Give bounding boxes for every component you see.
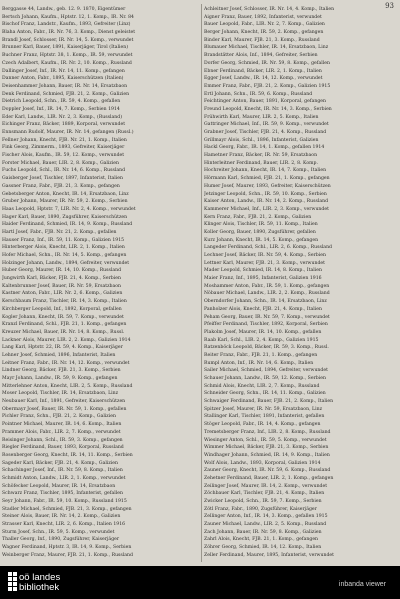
directory-entry: Grabner Josef, Tischler, FJB. 21, 4. Komp., Russland [204, 130, 327, 135]
directory-entry: Lindner Georg, Bäcker, FJB. 21, 3. Komp., Serbien [2, 368, 121, 374]
directory-entry: Kastner Anton, Fabr., LIR. Nr. 2, 6. Komp., Galizien [2, 291, 123, 297]
directory-entry: Hauser Franz, Inf., IR. 59, 11. Komp., Galizien 1915 [2, 237, 125, 243]
directory-entry: Fellner Johann, Knecht, FJB. Nr. 21, 1. Komp., Italien [2, 137, 127, 143]
directory-entry: Brandl Josef, Schlosser, IR. Nr. 14, 5. Komp., verwundet [2, 37, 134, 43]
directory-entry: Schwarz Franz, Tischler, 1895, Infanterist, gefallen [2, 491, 123, 497]
directory-entry: Zeller Ferdinand, Maurer, 1895, Infanterist, verwundet [204, 552, 335, 558]
directory-entry: Kirchberger Leopold, Inf., 1892, Korporal, gefallen [2, 306, 122, 312]
directory-entry: Blaha Anton, Fabr., IR. Nr. 76, 3. Komp., Dienst geleistet [2, 30, 136, 36]
directory-entry: Rumpl Anton, Inf., IR. Nr. 14, 6. Komp., Italien [204, 360, 314, 366]
directory-entry: Wiesinger Anton, Schl., IR. 59, 5. Komp., verwundet [204, 437, 327, 443]
directory-entry: Schachinger Josef, Inf., IR. Nr. 59, 8. Komp., Italien [2, 468, 123, 474]
directory-entry: Langeder Ferdinand, Schl., LIR. 2, 6. Komp., Russland [204, 245, 333, 251]
directory-entry: Hörmann Karl, Schmied, FJB. 21, 1. Komp., gefangen [204, 176, 330, 182]
directory-entry: Forster Michael, Bauer, LIR. 2, 8. Komp., Galizien [2, 160, 120, 166]
right-column [204, 6, 398, 562]
left-column [2, 6, 196, 562]
directory-entry: Kerschbaum Franz, Tischler, IR. 14, 3. Komp., Italien [2, 299, 127, 305]
page-number: 93 [385, 2, 394, 10]
directory-entry: Stallinger Karl, Tischler, 1891, Infanterist, gefallen [204, 414, 325, 420]
directory-entry: Strasser Karl, Knecht, LIR. 2, 6. Komp., Italien 1916 [2, 522, 126, 528]
directory-entry: Hochreiter Johann, Knecht, IR. 14, 7. Komp., Italien [204, 168, 327, 174]
directory-entry: Schauer Johann, Landw., IR. 59, 12. Komp., Serbien [204, 376, 326, 381]
directory-entry: Danner Anton, Fabr., 1895, Kaiserschützen (Italien) [2, 76, 124, 82]
directory-entry: Dallinger Josef, Inf., IR. Nr. 14, 11. Komp., gefangen [2, 68, 125, 74]
directory-entry: Frühwirth Karl, Maurer, LIR. 2, 5. Komp., Italien [204, 114, 319, 120]
directory-entry: Wimmer Michael, Bäcker, FJB. 21, 3. Komp., Serbien [204, 445, 329, 451]
directory-entry: Kogler Johann, Knecht, IR. 59, 7. Komp., verwundet [2, 314, 124, 320]
directory-entry: Obermayr Josef, Bauer, IR. Nr. 59, 1. Komp., gefallen [2, 406, 127, 412]
directory-entry: Kurz Johann, Knecht, IR. 14, 5. Komp., gefangen [204, 237, 319, 243]
directory-entry: Hofer Michael, Schn., IR. Nr. 14, 5. Komp., gefangen [2, 253, 127, 258]
directory-entry: Brunner Karl, Bauer, 1891, Kaiserjäger, Tirol (Italien) [2, 45, 129, 51]
directory-entry: Gassner Franz, Fabr., FJB. 21, 3. Komp., gefangen [2, 183, 120, 189]
directory-entry: Peham Georg, Bauer, IR. Nr. 59, 7. Komp., verwundet [204, 314, 330, 320]
column-divider [201, 4, 202, 562]
directory-entry: Zahrl Alois, Knecht, FJB. 21, 1. Komp., gefangen [204, 537, 319, 543]
logo-line-2 [8, 582, 98, 592]
directory-entry: Sageder Karl, Bäcker, FJB. 21, 4. Komp., Galizien [2, 460, 118, 466]
directory-entry: Bertsch Johann, Kaufm., Hptstr. 12, 1. Komp., IR. Nr. 84 [2, 14, 134, 20]
directory-entry: Hartl Josef, Fabr., FJB. Nr. 21, 2. Komp., gefallen [2, 229, 117, 235]
directory-entry: Seyr Johann, Fabr., IR. 59, 10. Komp., Russland 1915 [2, 499, 127, 504]
directory-entry: Stöger Leopold, Fabr., IR. 14, 4. Komp., gefangen [204, 422, 321, 428]
directory-entry: Prammer Alois, Fabr., LIR. 2, 7. Komp., verwundet [2, 429, 121, 435]
directory-entry: Egger Josef, Landw., IR. 14, 12. Komp., verwundet [204, 76, 323, 82]
directory-entry: Deisenhammer Johann, Bauer, IR. Nr. 14, Ersatzbaon [2, 83, 128, 89]
directory-entry: Rosenberger Georg, Knecht, IR. 14, 11. Komp., Serbien [2, 452, 133, 458]
directory-entry: Moser Leopold, Tischler, IR. 14, Ersatzbaon, Linz [2, 391, 119, 397]
directory-entry: Dorfer Georg, Schmied, IR. Nr. 59, 8. Komp., gefallen [204, 60, 330, 66]
directory-entry: Lechner Josef, Bäcker, IR. Nr. 59, 4. Komp., Serbien [204, 253, 326, 258]
directory-entry: Hager Karl, Bauer, 1890, Zugsführer, Kaiserschützen [2, 214, 128, 220]
directory-entry: Zauner Michael, Landw., LIR. 2, 5. Komp., Russland [204, 522, 327, 528]
logo-line-1 [8, 572, 98, 582]
directory-entry: Kern Franz, Fabr., FJB. 21, 2. Komp., Galizien [204, 214, 312, 220]
directory-entry: Zöhrer Georg, Schmied, IR. 14, 12. Komp., Italien [204, 545, 322, 551]
directory-entry: Hinterleitner Ferdinand, Bauer, LIR. 2, 8. Komp. [204, 160, 318, 166]
directory-entry: Grillmayr Alois, Schl., 1896, Infanterist, Galizien [204, 137, 319, 143]
viewer-label: inbanda viewer [338, 581, 386, 588]
directory-entry: Hinterberger Alois, Knecht, LIR. 2, 1. Komp., Italien [2, 245, 125, 251]
directory-entry: Dietrich Leopold, Schn., IR. 59, 4. Komp., gefallen [2, 99, 121, 105]
directory-entry: Jungwirth Karl, Bäcker, FJB. 21, 4. Komp., Serbien [2, 276, 121, 282]
directory-entry: Neubauer Karl, Inf., 1891, Gefreiter, Kaiserschützen [2, 399, 126, 405]
directory-entry: Plakolm Josef, Maurer, IR. 14, 10. Komp., gefallen [204, 329, 322, 335]
logo-text-bottom: bibliothek [19, 582, 60, 593]
directory-entry: Tremetsberger Franz, Inf., LIR. 2, 8. Komp., Russland [204, 429, 331, 435]
directory-entry: Windhager Johann, Schmied, IR. 14, 9. Komp., Italien [204, 452, 330, 458]
directory-entry: Ratzenböck Leopold, Bäcker, IR. 59, 3. Komp., Russl. [204, 345, 329, 351]
library-logo[interactable] [8, 572, 98, 596]
directory-entry: Lehner Josef, Schmied, 1896, Infanterist, Italien [2, 352, 116, 358]
directory-entry: Stadler Michael, Schmied, FJB. 21, 3. Komp., gefangen [2, 506, 132, 512]
directory-entry: Zötl Franz, Fabr., 1890, Zugsführer, Kaiserjäger [204, 506, 317, 512]
directory-entry: Doppler Josef, Inf., IR. 14, 7. Komp., Serbien 1914 [2, 106, 120, 112]
directory-entry: Pichler Franz, Schn., FJB. 21, 2. Komp., Galizien [2, 414, 116, 420]
directory-entry: Oberndorfer Johann, Schn., IR. 14, Ersatzbaon, Linz [204, 299, 327, 305]
directory-entry: Bischof Franz, Landstr., Kaufm., 1893, Gefreiter (Linz) [2, 22, 131, 28]
directory-entry: Zöchbauer Karl, Tischler, FJB. 21, 4. Komp., Italien [204, 491, 325, 497]
directory-entry: Berger Johann, Knecht, IR. 59, 2. Komp., gefangen [204, 30, 324, 36]
directory-entry: Thaller Georg, Inf., 1890, Zugsführer, Kaiserjäger [2, 537, 120, 543]
directory-entry: Fink Georg, Zimmerm., 1893, Gefreiter, Kaiserjäger [2, 145, 125, 151]
directory-entry: Brandstätter Alois, Inf., 1894, Gefreiter, Serbien [204, 53, 318, 59]
directory-entry: Zellinger Anton, Inf., IR. 14, 3. Komp., gefallen 1915 [204, 514, 328, 520]
directory-entry: Zach Johann, Bauer, IR. Nr. 59, 8. Komp., Galizien [204, 529, 322, 535]
directory-entry: Panholzer Alois, Knecht, FJB. 21, 4. Komp., Italien [204, 306, 322, 312]
directory-entry: Humer Josef, Maurer, 1893, Gefreiter, Kaiserschützen [204, 183, 331, 189]
directory-entry: Blumauer Michael, Tischler, IR. 14, Ersatzbaon, Linz [204, 45, 329, 51]
directory-entry: Sturm Josef, Schn., IR. 59, 5. Komp., verwundet [2, 529, 115, 535]
directory-entry: Schwaiger Ferdinand, Bauer, FJB. 21, 2. Komp., Italien [204, 399, 334, 405]
directory-entry: Bauer Leopold, Fabr., LIR. Nr. 2, 7. Komp., Galizien [204, 22, 325, 28]
directory-entry: Hametner Franz, Bäcker, IR. Nr. 59, Ersatzbaon [204, 153, 318, 159]
directory-entry: Ertl Johann, Schn., IR. 59, 6. Komp., Russland [204, 91, 313, 97]
directory-entry: Binder Karl, Maurer, FJB. 21, 3. Komp., Russland [204, 37, 320, 43]
directory-entry: Kaiser Anton, Landw., IR. Nr. 14, 2. Komp., Russland [204, 199, 329, 205]
directory-entry: Ennsmann Rudolf, Maurer, IR. Nr. 14, gefangen (Russl.) [2, 130, 134, 135]
directory-entry: Steiner Alois, Bauer, IR. Nr. 14, 2. Komp., Galizien [2, 514, 121, 520]
directory-entry: Gruber Johann, Maurer, IR. Nr. 59, 2. Komp., Serbien [2, 199, 128, 205]
directory-entry: Berggasse 44, Landw., geb. 12. 9. 1870, Eigentümer [2, 7, 126, 12]
directory-entry: Lang Karl, Hptstr. 22, IR. 59, 4. Komp., Kaiserjäger [2, 345, 123, 351]
directory-entry: Wagner Ferdinand, Hptstr. 3, IR. 14, 9. Komp., Serbien [2, 545, 132, 551]
directory-entry: Freund Leopold, Knecht, IR. Nr. 14, 3. Komp., Serbien [204, 106, 332, 112]
directory-entry: Kammerer Michael, Inf., LIR. 2, 3. Komp., verwundet [204, 206, 329, 212]
directory-entry: Fuchs Leopold, Schl., IR. Nr. 14, 6. Komp., Russland [2, 168, 126, 174]
directory-entry: Zwicker Leopold, Schn., IR. 59, 7. Komp., Serbien [204, 499, 322, 504]
directory-entry: Gaisberger Josef, Tischler, 1897, Infanterist, Italien [2, 176, 123, 182]
directory-entry: Jetzinger Leopold, Schn., IR. 59, 10. Komp., Serbien [204, 191, 327, 197]
logo-text-top: oö landes [19, 572, 61, 583]
directory-entry: Klinger Alois, Tischler, IR. 59, 11. Komp., Italien [204, 222, 318, 228]
directory-entry: Pointner Michael, Maurer, IR. 14, 6. Komp., Italien [2, 422, 122, 428]
directory-entry: Emmer Franz, Fabr., FJB. 21, 2. Komp., Galizien 1915 [204, 83, 331, 89]
directory-entry: Kranzl Ferdinand, Schl., FJB. 21, 1. Komp., gefangen [2, 322, 127, 328]
directory-entry: Achleitner Josef, Schlosser, IR. Nr. 14, 4. Komp., Italien [204, 7, 335, 12]
directory-entry: Sailer Michael, Schmied, 1894, Gefreiter, verwundet [204, 368, 328, 374]
directory-entry: Zeilinger Josef, Maurer, IR. 14, 2. Komp., verwundet [204, 483, 328, 489]
directory-entry: Mitterlehner Anton, Knecht, LIR. 2, 5. Komp., Russland [2, 383, 133, 389]
directory-entry: Schöfecker Leopold, Maurer, IR. 14, Ersatzbaon [2, 483, 116, 489]
directory-entry: Eder Karl, Landw., LIR. Nr. 2, 3. Komp., (Russland) [2, 114, 123, 120]
directory-entry: Fischer Alois, Kaufm., IR. 59, 12. Komp., verwundet [2, 153, 125, 159]
directory-entry: Moshammer Anton, Fabr., IR. 59, 1. Komp., gefangen [204, 283, 330, 289]
directory-entry: Ebner Ferdinand, Bäcker, LIR. 2, 1. Komp., Italien [204, 68, 322, 74]
directory-entry: Buchner Franz, Hptstr. 38, 1. Komp., IR. 59, verwundet [2, 53, 133, 59]
directory-entry: Feichtinger Anton, Bauer, 1891, Korporal, gefangen [204, 99, 326, 105]
directory-entry: Eichinger Franz, Bäcker, 1889, Korporal, verwundet [2, 122, 126, 128]
directory-entry: Aigner Franz, Bauer, 1892, Infanterist, verwundet [204, 14, 322, 20]
directory-entry: Leitner Franz, Fabr., IR. Nr. 14, 12. Komp., verwundet [2, 360, 130, 366]
directory-entry: Holzinger Johann, Landw., 1894, Gefreiter, verwundet [2, 260, 130, 266]
directory-entry: Pfeiffer Ferdinand, Tischler, 1892, Korporal, Serbien [204, 322, 328, 328]
logo-mark-icon [8, 572, 17, 581]
directory-entry: Czech Adalbert, Kaufm., IR. Nr. 2, 10. Komp., Russland [2, 60, 132, 66]
directory-entry: Zehetner Ferdinand, Bauer, LIR. 2, 1. Komp., gefangen [204, 475, 334, 481]
directory-entry: Koller Georg, Bauer, 1890, Zugsführer, gefallen [204, 229, 316, 235]
directory-entry: Lettner Karl, Maurer, FJB. 21, 3. Komp., verwundet [204, 260, 326, 266]
directory-entry: Schmidt Anton, Landw., LIR. 2, 1. Komp., verwundet [2, 475, 126, 481]
directory-entry: Nöbauer Michael, Landw., LIR. 2, 2. Komp., Russland [204, 291, 330, 297]
directory-entry: Maier Franz, Inf., 1895, Infanterist, Galizien 1916 [204, 276, 322, 282]
directory-entry: Schmid Alois, Knecht, LIR. 2, 7. Komp., Russland [204, 383, 320, 389]
directory-entry: Reisinger Johann, Schl., IR. 59, 3. Komp., gefangen [2, 437, 123, 443]
directory-entry: Kaltenbrunner Josef, Bauer, IR. Nr. 59, Ersatzbaon [2, 283, 121, 289]
directory-entry: Weinberger Franz, Maurer, FJB. 21, 1. Komp., Russland [2, 552, 133, 558]
directory-entry: Kreuzer Michael, Bauer, IR. Nr. 14, 8. Komp., Russl. [2, 329, 125, 335]
directory-entry: Haas Leopold, Hptstr. 7, LIR. Nr. 2, 4. Komp., verwundet [2, 206, 136, 212]
directory-entry: Huber Georg, Maurer, IR. 14, 10. Komp., Russland [2, 268, 122, 274]
directory-entry: Lackner Alois, Maurer, LIR. 2, 2. Komp., Galizien 1914 [2, 337, 131, 343]
directory-entry: Riegler Ferdinand, Bauer, 1893, Korporal, Russland [2, 445, 124, 451]
directory-entry: Raab Karl, Schl., LIR. 2, 4. Komp., Galizien 1915 [204, 337, 319, 343]
directory-entry: Wolf Alois, Landw., 1893, Korporal, Galizien 1914 [204, 460, 321, 466]
directory-entry: Spitzer Josef, Maurer, IR. Nr. 59, Ersatzbaon, Linz [204, 406, 323, 412]
directory-entry: Hackl Georg, Fabr., IR. 14, 1. Komp., gefallen 1914 [204, 145, 325, 151]
directory-entry: Zauner Georg, Knecht, IR. Nr. 59, 6. Komp., Russland [204, 468, 331, 474]
directory-entry: Mader Leopold, Schmied, IR. 14, 8. Komp., Italien [204, 268, 322, 274]
directory-entry: Denk Ferdinand, Schmied, FJB. 21, 2. Komp., Galizien [2, 91, 130, 97]
directory-entry: Gattringer Michael, Inf., IR. 59, 9. Komp., verwundet [204, 122, 329, 128]
directory-entry: Haider Ferdinand, Schmied, IR. 14, 9. Komp., Russland [2, 222, 133, 228]
directory-entry: Reiter Franz, Fabr., FJB. 21, 1. Komp., gefangen [204, 352, 318, 358]
directory-entry: Schneider Georg, Schn., IR. 14, 11. Komp., Galizien [204, 391, 326, 397]
directory-entry: Gebetsberger Anton, Knecht, IR. 14, Ersatzbaon, Linz [2, 191, 129, 197]
directory-entry: Mayr Johann, Landw., IR. 59, 9. Komp., gefangen [2, 376, 118, 381]
logo-mark-icon-2 [8, 582, 17, 591]
